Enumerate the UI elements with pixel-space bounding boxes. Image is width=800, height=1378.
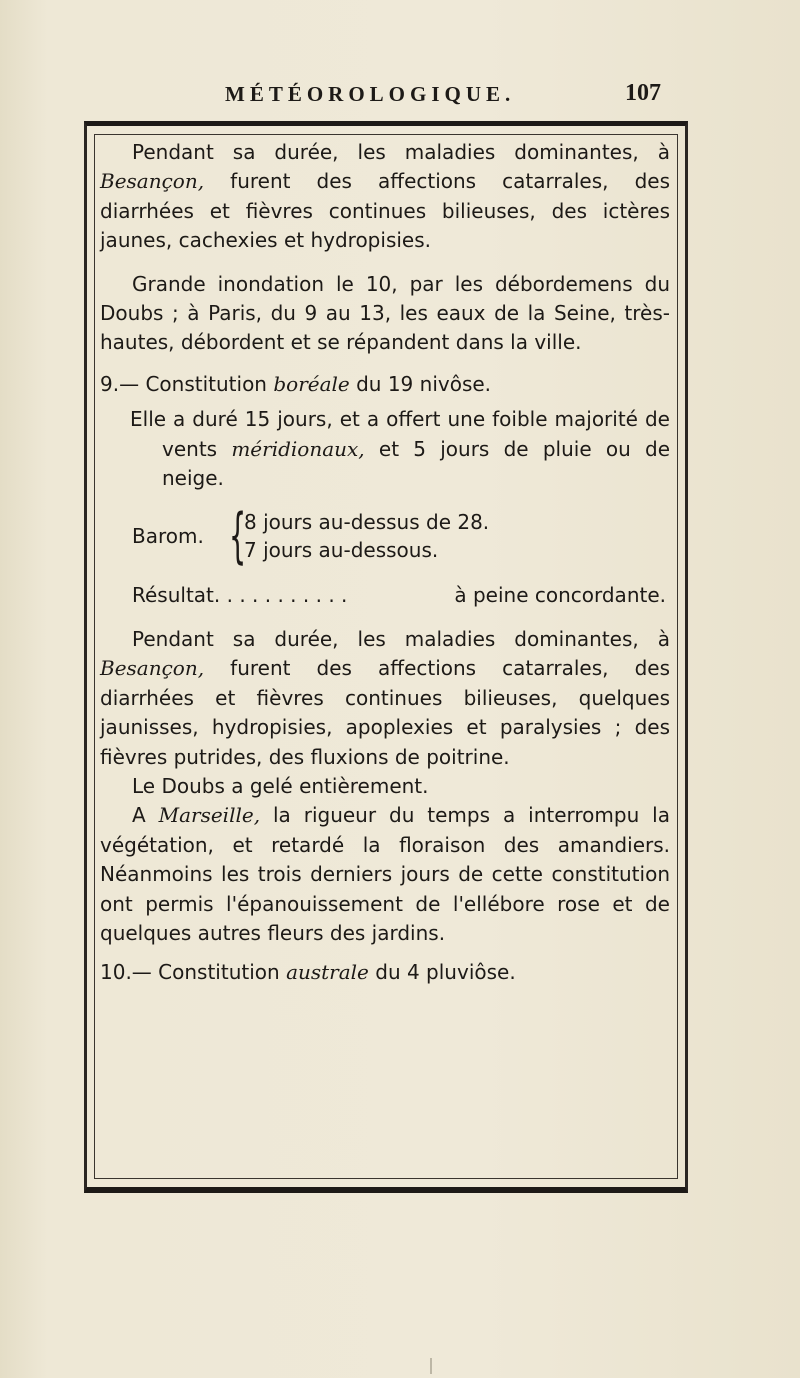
p1-text-after: furent des affections catarrales, des diarrhées et fièvres continues bilieuses, des ictères jaunes, cachexies et hydropisies. [100,169,670,253]
paragraph-marseille [100,801,670,948]
section-heading-10 [100,958,670,987]
paragraph-diseases-besancon-1 [100,138,670,256]
barometer-block [100,501,670,572]
p1-text-before: Pendant sa durée, les maladies dominantes, à [132,140,670,164]
page-number: 107 [625,80,661,106]
page-blemish [430,1358,432,1374]
running-title: MÉTÉOROLOGIQUE. [225,82,516,106]
paragraph-flood: Grande inondation le 10, par les débordemens du Doubs ; à Paris, du 9 au 13, les eaux de la Seine, très-hautes, débordent et se répandent dans la ville. [100,271,670,355]
brace-glyph: { [228,501,247,572]
body-text [100,138,670,988]
section-heading-9 [100,370,670,399]
result-line [100,581,670,610]
section-9-number: 9.— [100,371,140,396]
p4-place-name: Besançon, [100,656,205,681]
section-10-number: 10.— [100,960,152,985]
p3-text-before: Elle a duré 15 jours, et a offert une foible majorité de vents [130,407,670,461]
section-10-term: australe [286,960,369,985]
p1-place-name: Besançon, [100,169,205,194]
p3-term: méridionaux, [231,436,365,461]
p6-text-after: la rigueur du temps a interrompu la végétation, et retardé la floraison des amandiers. Néanmoins les trois derniers jours de cette constitution ont permis l'épanouissement de l'ellébore rose et de quelques autres fleurs des jardins. [100,803,670,945]
barometer-lines [244,508,489,564]
p3-text-after: et 5 jours de pluie ou de neige. [162,436,671,491]
paragraph-doubs-frozen: Le Doubs a gelé entièrement. [132,773,429,798]
p6-text-before: A [132,803,159,828]
section-9-text-after: du 19 nivôse. [349,371,492,396]
page-header [0,80,800,120]
barometer-line-below: 7 jours au-dessous. [244,538,439,563]
p4-text-before: Pendant sa durée, les maladies dominantes, à [132,626,670,651]
result-value: à peine concordante. [454,583,666,608]
p6-place-name: Marseille, [158,803,261,828]
barometer-label: Barom. [132,523,204,548]
paragraph-duration [100,405,670,493]
barometer-line-above: 8 jours au-dessus de 28. [244,510,490,535]
paragraph-diseases-besancon-2 [100,625,670,772]
section-9-text-before: Constitution [139,371,274,396]
result-label: Résultat. . . . . . . . . . . [132,583,348,608]
section-10-text-after: du 4 pluviôse. [368,960,516,985]
section-10-text-before: Constitution [151,960,287,985]
p4-text-after: furent des affections catarrales, des diarrhées et fièvres continues bilieuses, quelques jaunisses, hydropisies, apoplexies et paralysies ; des fièvres putrides, des fluxions de poitrine. [100,656,670,769]
section-9-term: boréale [273,371,350,396]
